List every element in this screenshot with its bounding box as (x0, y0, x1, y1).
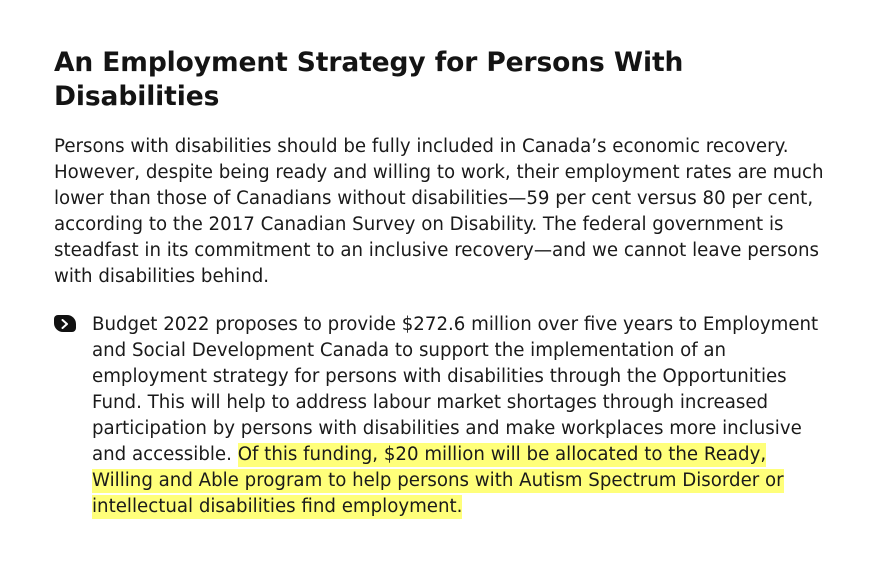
section-heading: An Employment Strategy for Persons With Disabilities (54, 47, 684, 112)
chevron-right-icon (54, 315, 76, 332)
budget-bullet-item (54, 312, 822, 520)
bullet-text: Budget 2022 proposes to provide $272.6 million over five years to Employment and Social Development Canada to support the implementation of an employment strategy for persons with disabilities through the Opportunities Fund. This will help to address labour market shortages through increased participation by persons with disabilities and make workplaces more inclusive and accessible. (92, 314, 819, 465)
highlighted-text: Of this funding, $20 million will be allocated to the Ready, Willing and Able program to help persons with Autism Spectrum Disorder or intellectual disabilities find employment. (92, 444, 784, 517)
document-page (54, 46, 844, 520)
intro-paragraph: Persons with disabilities should be fully included in Canada’s economic recovery. However, despite being ready and willing to work, their employment rates are much lower than those of Canadians without disabilities—59 per cent versus 80 per cent, according to the 2017 Canadian Survey on Disability. The federal government is steadfast in its commitment to an inclusive recovery—and we cannot leave persons with disabilities behind. (54, 136, 824, 287)
